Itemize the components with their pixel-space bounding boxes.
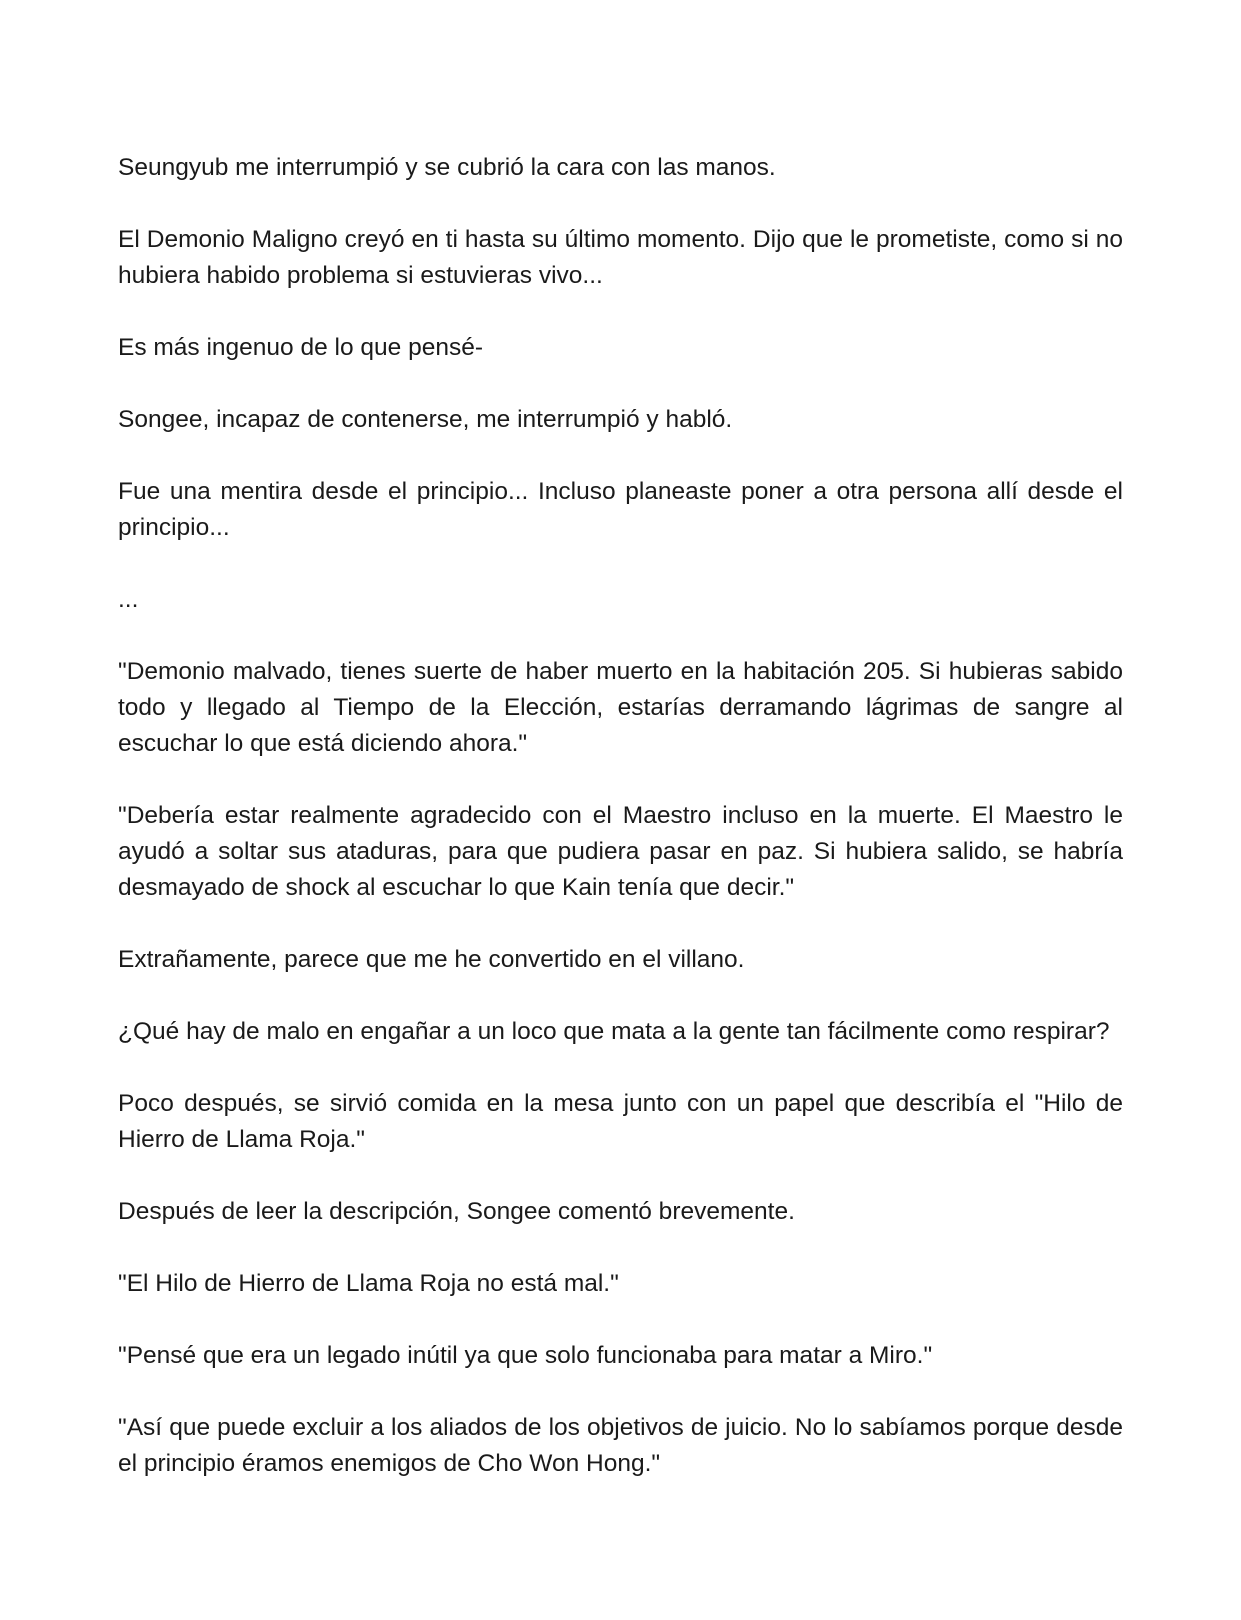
paragraph-6: ... [118,586,139,613]
paragraph-8: "Debería estar realmente agradecido con el Maestro incluso en la muerte. El Maestro le ayudó a soltar sus ataduras, para que pudiera pasar en paz. Si hubiera salido, se habría desmayado de shock al escuchar lo que Kain tenía que decir." [118,802,1123,901]
paragraph-4: Songee, incapaz de contenerse, me interrumpió y habló. [118,406,733,433]
paragraph-5: Fue una mentira desde el principio... Incluso planeaste poner a otra persona allí desde el principio... [118,478,1123,541]
paragraph-14: "Pensé que era un legado inútil ya que solo funcionaba para matar a Miro." [118,1342,933,1369]
paragraph-13: "El Hilo de Hierro de Llama Roja no está mal." [118,1270,619,1297]
paragraph-1: Seungyub me interrumpió y se cubrió la cara con las manos. [118,154,776,181]
document-body [118,150,1123,1518]
paragraph-3: Es más ingenuo de lo que pensé- [118,334,484,361]
paragraph-11: Poco después, se sirvió comida en la mesa junto con un papel que describía el "Hilo de Hierro de Llama Roja." [118,1090,1123,1153]
paragraph-2: El Demonio Maligno creyó en ti hasta su último momento. Dijo que le prometiste, como si no hubiera habido problema si estuvieras vivo... [118,226,1123,289]
paragraph-7: "Demonio malvado, tienes suerte de haber muerto en la habitación 205. Si hubieras sabido todo y llegado al Tiempo de la Elección, estarías derramando lágrimas de sangre al escuchar lo que está diciendo ahora." [118,658,1123,757]
paragraph-10: ¿Qué hay de malo en engañar a un loco que mata a la gente tan fácilmente como respirar? [118,1018,1110,1045]
paragraph-9: Extrañamente, parece que me he convertido en el villano. [118,946,745,973]
paragraph-15: "Así que puede excluir a los aliados de los objetivos de juicio. No lo sabíamos porque desde el principio éramos enemigos de Cho Won Hong." [118,1414,1123,1477]
paragraph-12: Después de leer la descripción, Songee comentó brevemente. [118,1198,795,1225]
